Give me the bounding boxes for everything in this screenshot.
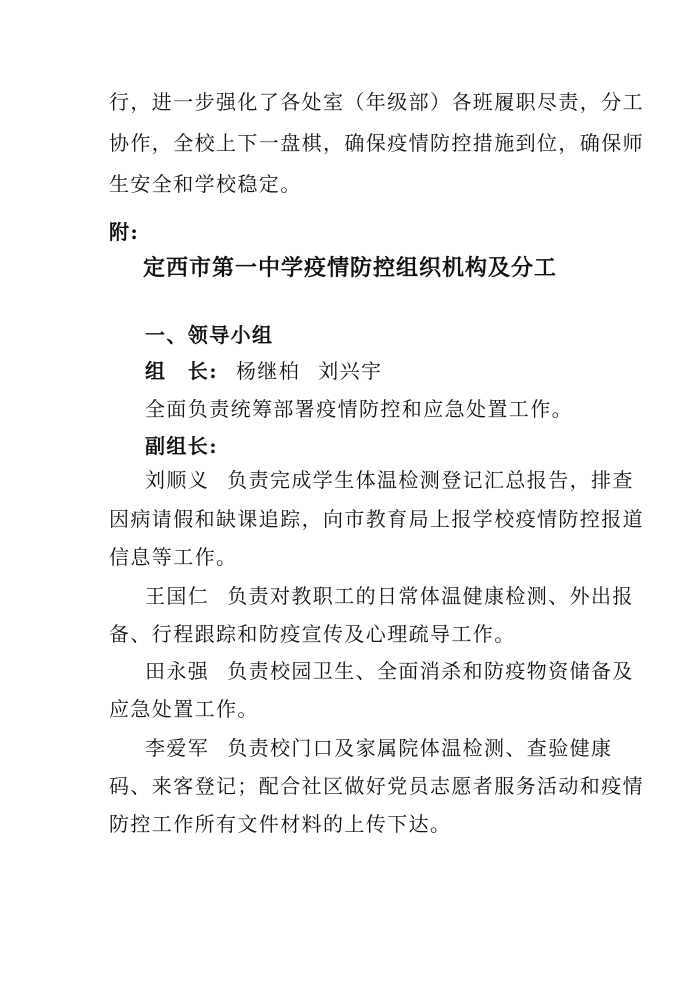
deputy-duty-line: 负责对教职工的日常体温健康检测、外出报 <box>227 584 634 608</box>
intro-line-2: 协作，全校上下一盘棋，确保疫情防控措施到位，确保师 <box>109 131 644 155</box>
deputy-name: 刘顺义 <box>145 468 210 492</box>
deputy-duty-line: 因病请假和缺课追踪，向市教育局上报学校疫情防控报道 <box>109 507 644 531</box>
section-heading: 一、领导小组 <box>145 323 274 347</box>
deputy-label: 副组长: <box>145 434 218 458</box>
deputy-entry-first-line <box>145 657 634 685</box>
leader-label: 组 长: <box>145 359 218 383</box>
leader-duty: 全面负责统筹部署疫情防控和应急处置工作。 <box>145 397 573 421</box>
deputy-duty-line: 防控工作所有文件材料的上传下达。 <box>109 812 452 836</box>
deputy-name: 李爱军 <box>145 736 210 760</box>
leader-name: 杨继柏 <box>235 359 301 383</box>
leader-name: 刘兴宇 <box>318 359 383 383</box>
deputy-duty-line: 负责完成学生体温检测登记汇总报告，排查 <box>227 468 634 492</box>
deputy-duty-line: 码、来客登记；配合社区做好党员志愿者服务活动和疫情 <box>109 774 644 798</box>
deputy-entry-first-line <box>145 466 634 494</box>
deputy-entry-first-line <box>145 582 634 610</box>
document-title: 定西市第一中学疫情防控组织机构及分工 <box>142 255 557 281</box>
deputy-name: 王国仁 <box>145 584 210 608</box>
deputy-duty-line: 负责校园卫生、全面消杀和防疫物资储备及 <box>227 659 634 683</box>
deputy-entry-first-line <box>145 734 612 762</box>
leader-row <box>145 357 382 385</box>
deputy-duty-line: 负责校门口及家属院体温检测、查验健康 <box>227 736 613 760</box>
deputy-name: 田永强 <box>145 659 210 683</box>
intro-line-1: 行，进一步强化了各处室（年级部）各班履职尽责，分工 <box>109 90 644 114</box>
deputy-duty-line: 应急处置工作。 <box>109 697 259 721</box>
attachment-label: 附: <box>109 220 140 244</box>
intro-line-3: 生安全和学校稳定。 <box>109 172 302 196</box>
deputy-duty-line: 信息等工作。 <box>109 545 238 569</box>
deputy-duty-line: 备、行程跟踪和防疫宣传及心理疏导工作。 <box>109 622 516 646</box>
